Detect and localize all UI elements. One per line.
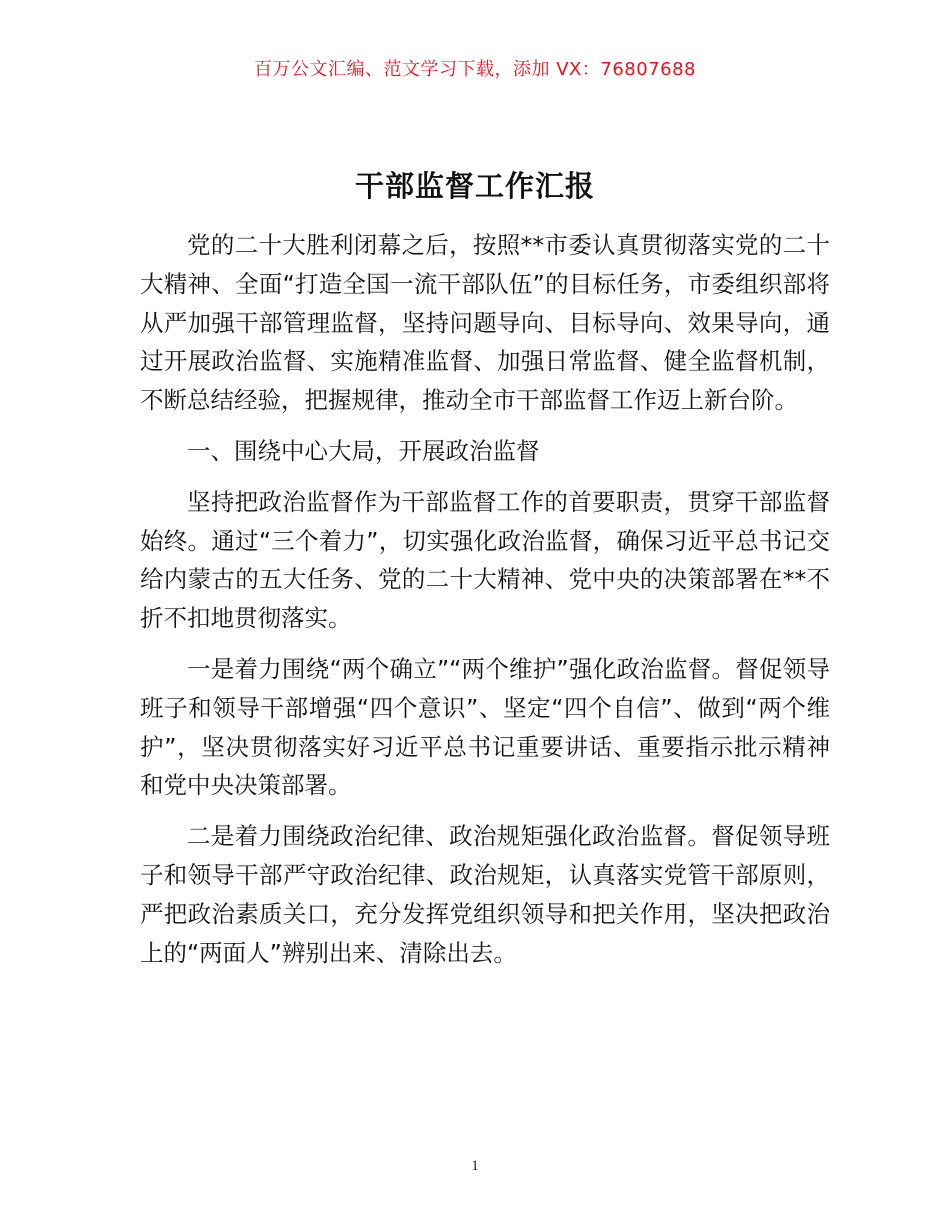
- header-banner: 百万公文汇编、范文学习下载，添加 VX：76807688: [254, 59, 696, 80]
- section-heading-1: 一、围绕中心大局，开展政治监督: [187, 436, 540, 465]
- page-number: 1: [471, 1158, 479, 1174]
- paragraph-intro: 党的二十大胜利闭幕之后，按照**市委认真贯彻落实党的二十大精神、全面“打造全国一流干部队伍”的目标任务，市委组织部将从严加强干部管理监督，坚持问题导向、目标导向、效果导向，通过开展政治监督、实施精准监督、加强日常监督、健全监督机制，不断总结经验，把握规律，推动全市干部监督工作迈上新台阶。: [140, 231, 830, 415]
- paragraph-section-1: 坚持把政治监督作为干部监督工作的首要职责，贯穿干部监督始终。通过“三个着力”，切实强化政治监督，确保习近平总书记交给内蒙古的五大任务、党的二十大精神、党中央的决策部署在**不折不扣地贯彻落实。: [140, 487, 830, 633]
- document-title: 干部监督工作汇报: [354, 169, 595, 203]
- paragraph-point-2: 二是着力围绕政治纪律、政治规矩强化政治监督。督促领导班子和领导干部严守政治纪律、政治规矩，认真落实党管干部原则，严把政治素质关口，充分发挥党组织领导和把关作用，坚决把政治上的“两面人”辨别出来、清除出去。: [140, 822, 830, 967]
- document-body: [140, 226, 830, 984]
- paragraph-point-1: 一是着力围绕“两个确立”“两个维护”强化政治监督。督促领导班子和领导干部增强“四个意识”、坚定“四个自信”、做到“两个维护”，坚决贯彻落实好习近平总书记重要讲话、重要指示批示精神和党中央决策部署。: [140, 654, 830, 800]
